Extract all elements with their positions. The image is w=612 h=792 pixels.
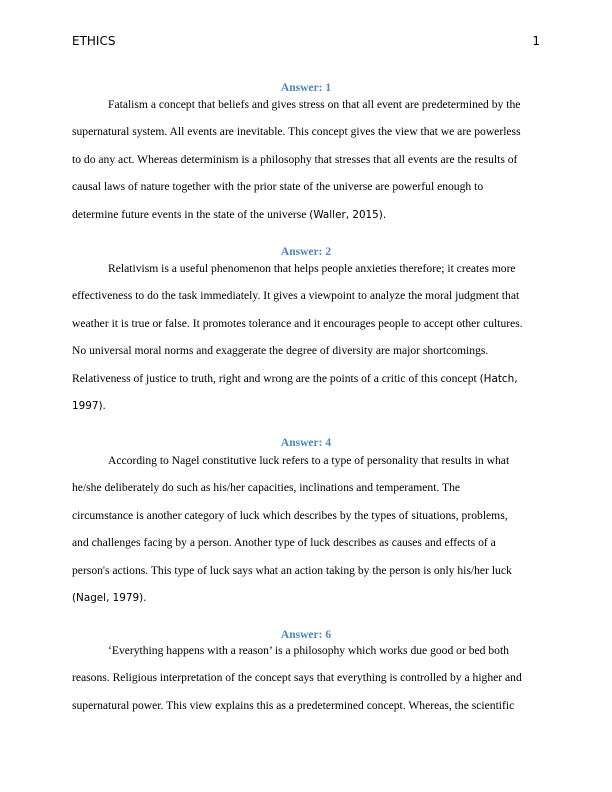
answer-1-paragraph [72, 91, 542, 228]
paragraph-line [72, 201, 542, 228]
paragraph-line: causal laws of nature together with the prior state of the universe are powerful enough to [72, 180, 484, 194]
paragraph-line: Relativism is a useful phenomenon that helps people anxieties therefore; it creates more [108, 262, 516, 275]
running-head: ETHICS [72, 34, 116, 48]
paragraph-line [72, 584, 542, 611]
paragraph-line: ‘Everything happens with a reason’ is a philosophy which works due good or bed both [108, 644, 509, 657]
answer-6-heading: Answer: 6 [280, 629, 332, 641]
line-text: determine future events in the state of the universe [72, 207, 310, 221]
paragraph-line: to do any act. Whereas determinism is a philosophy that stresses that all events are the results of [72, 152, 518, 166]
paragraph-line [72, 392, 542, 419]
paragraph-line: weather it is true or false. It promotes tolerance and it encourages people to accept other cultures. [72, 316, 523, 330]
line-text: Relativeness of justice to truth, right and wrong are the points of a critic of this concept [72, 371, 480, 385]
citation: (Nagel, 1979). [72, 591, 147, 604]
paragraph-line: effectiveness to do the task immediately. It gives a viewpoint to analyze the moral judgment that [72, 289, 520, 303]
answer-1-heading: Answer: 1 [280, 82, 332, 94]
citation: (Hatch, [479, 372, 518, 385]
paragraph-line: circumstance is another category of luck which describes by the types of situations, problems, [72, 508, 508, 522]
paragraph-line [72, 365, 542, 392]
paragraph-line: supernatural system. All events are inevitable. This concept gives the view that we are powerless [72, 125, 521, 139]
paragraph-line: supernatural power. This view explains this as a predetermined concept. Whereas, the scientific [72, 698, 515, 712]
answer-2-heading: Answer: 2 [280, 246, 332, 258]
page-number: 1 [532, 34, 540, 48]
answer-4-heading: Answer: 4 [280, 437, 332, 449]
paragraph-line: Fatalism a concept that beliefs and gives stress on that all event are predetermined by the [108, 98, 521, 111]
paragraph-line: person's actions. This type of luck says what an action taking by the person is only his/her luck [72, 563, 512, 577]
answer-4-paragraph [72, 447, 542, 611]
paragraph-line: reasons. Religious interpretation of the concept says that everything is controlled by a higher and [72, 671, 522, 685]
paragraph-line: According to Nagel constitutive luck refers to a type of personality that results in what [108, 454, 510, 467]
paragraph-line: No universal moral norms and exaggerate the degree of diversity are major shortcomings. [72, 344, 489, 358]
answer-2-paragraph [72, 255, 542, 419]
citation-continued: 1997). [72, 399, 106, 412]
paragraph-line: he/she deliberately do such as his/her capacities, inclinations and temperament. The [72, 481, 461, 495]
answer-6-paragraph [72, 637, 542, 719]
paragraph-line: and challenges facing by a person. Another type of luck describes as causes and effects of a [72, 536, 496, 550]
citation: (Waller, 2015). [309, 208, 387, 221]
